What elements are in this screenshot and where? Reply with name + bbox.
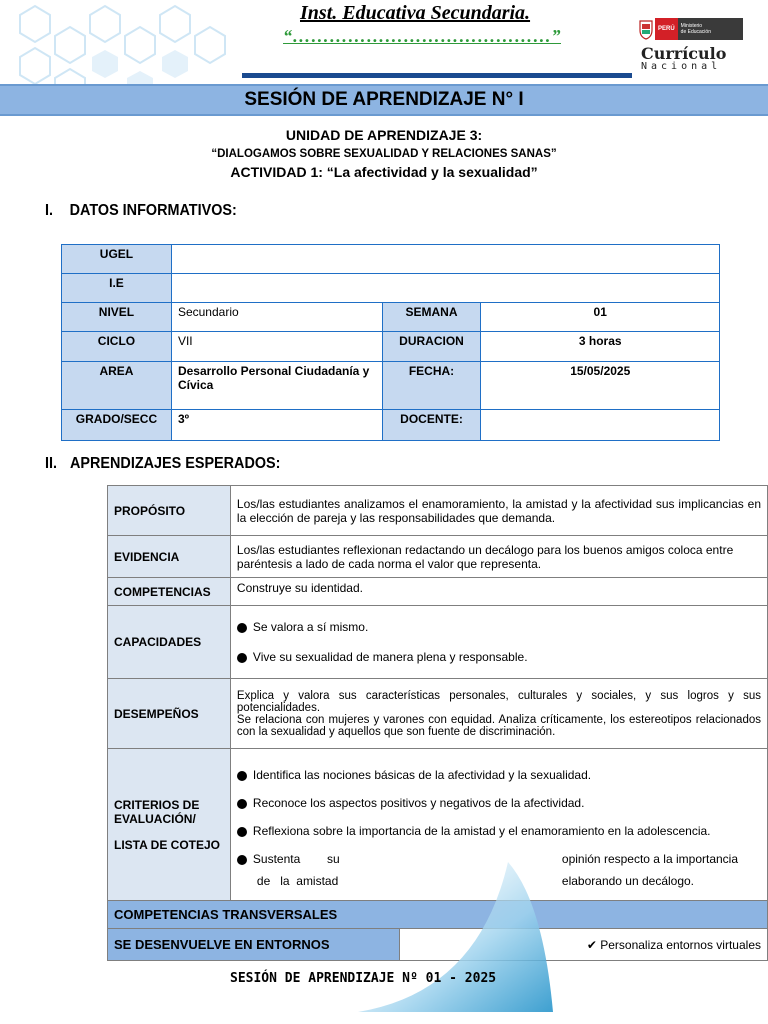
header-divider: [242, 73, 632, 78]
criterio-1: Identifica las nociones básicas de la afectividad y la sexualidad.: [252, 767, 592, 782]
unit-title: UNIDAD DE APRENDIZAJE 3:: [285, 127, 483, 143]
ie-value: [171, 274, 719, 303]
bullet-icon: [237, 799, 247, 809]
peru-shield-icon: [638, 18, 654, 40]
semana-label: SEMANA: [382, 303, 481, 332]
table-row: [62, 332, 720, 362]
list-item: [237, 768, 761, 782]
table-row: [62, 410, 720, 441]
ciclo-value: VII: [171, 332, 382, 362]
list-item: [237, 796, 761, 810]
table-row: [62, 274, 720, 303]
nacional-logo-text: Nacional: [641, 61, 722, 72]
grado-value: 3º: [171, 410, 382, 441]
desempeno-1: Explica y valora sus características personales, culturales y sociales, y sus logros y sus potencialidades.: [236, 689, 761, 714]
ciclo-label: CICLO: [62, 332, 172, 362]
criterio-4-part-c: de la amistad: [256, 873, 339, 888]
nivel-value: Secundario: [171, 303, 382, 332]
area-label: AREA: [62, 362, 172, 410]
competencias-label: COMPETENCIAS: [108, 578, 231, 606]
list-item: [237, 824, 761, 838]
desempenos-label: DESEMPEÑOS: [108, 679, 231, 749]
entornos-label: SE DESENVUELVE EN ENTORNOS: [108, 929, 400, 961]
table-row: [108, 486, 768, 536]
unit-subtitle: “DIALOGAMOS SOBRE SEXUALIDAD Y RELACIONES SANAS”: [211, 148, 557, 160]
bullet-icon: [237, 771, 247, 781]
capacidades-list: [230, 606, 767, 679]
ie-label: I.E: [62, 274, 172, 303]
bullet-icon: [237, 855, 247, 865]
capacidad-2: Vive su sexualidad de manera plena y responsable.: [252, 650, 528, 664]
fecha-value: 15/05/2025: [481, 362, 720, 410]
section-1-heading: [45, 202, 237, 220]
table-row: [108, 606, 768, 679]
footer-session-label: SESIÓN DE APRENDIZAJE Nº 01 - 2025: [230, 971, 497, 986]
bullet-icon: [237, 623, 247, 633]
bullet-icon: [237, 827, 247, 837]
criterio-4-part-a: Sustenta su: [252, 851, 340, 866]
capacidades-label: CAPACIDADES: [108, 606, 231, 679]
section-2-heading: [45, 455, 280, 473]
criterio-4-part-d: elaborando un decálogo.: [561, 873, 695, 888]
desempeno-2: Se relaciona con mujeres y varones con equidad. Analiza críticamente, los estereotipos relacionados con la sexualidad y aquellos que son fuente de discriminación.: [236, 713, 761, 738]
table-row: [108, 536, 768, 578]
ministry-line2: de Educación: [680, 29, 711, 35]
criterios-label-line1: CRITERIOS DE EVALUACIÓN/: [114, 797, 200, 826]
table-row: [62, 362, 720, 410]
table-row: [108, 679, 768, 749]
ribbon-decoration: [358, 862, 553, 1012]
criterios-label-line2: LISTA DE COTEJO: [114, 837, 221, 852]
checkmark-icon: ✔: [586, 937, 597, 952]
docente-label: DOCENTE:: [382, 410, 481, 441]
school-name-blank: “……………………………………”: [283, 26, 561, 46]
list-item: [237, 650, 761, 664]
entornos-text: Personaliza entornos virtuales: [600, 937, 761, 952]
ugel-value: [171, 245, 719, 274]
curriculo-logo-text: Currículo: [641, 44, 727, 63]
competencias-text: Construye su identidad.: [230, 578, 767, 606]
section-2-number: II.: [45, 455, 58, 472]
competencias-transversales-header: COMPETENCIAS TRANSVERSALES: [108, 901, 768, 929]
ministry-line1: Ministerio: [680, 23, 703, 29]
activity-title: ACTIVIDAD 1: “La afectividad y la sexualidad”: [230, 164, 538, 180]
bullet-icon: [237, 653, 247, 663]
table-row: [62, 303, 720, 332]
ministry-logo: [655, 18, 743, 40]
datos-informativos-table: [61, 244, 720, 441]
nivel-label: NIVEL: [62, 303, 172, 332]
criterio-2: Reconoce los aspectos positivos y negativos de la afectividad.: [252, 795, 585, 810]
semana-value: 01: [481, 303, 720, 332]
evidencia-text: Los/las estudiantes reflexionan redactando un decálogo para los buenos amigos coloca entre paréntesis a lado de cada norma el valor que representa.: [230, 536, 767, 578]
docente-value: [481, 410, 720, 441]
proposito-text: Los/las estudiantes analizamos el enamoramiento, la amistad y la afectividad sus implicancias en la elección de pareja y las responsabilidades que demanda.: [230, 486, 767, 536]
section-2-title: APRENDIZAJES ESPERADOS:: [70, 455, 281, 472]
desempenos-text: [230, 679, 767, 749]
grado-label: GRADO/SECC: [62, 410, 172, 441]
section-1-number: I.: [45, 202, 54, 219]
peru-label: PERÚ: [655, 18, 678, 40]
criterio-4-part-b: opinión respecto a la importancia: [561, 851, 739, 866]
evidencia-label: EVIDENCIA: [108, 536, 231, 578]
duracion-label: DURACION: [382, 332, 481, 362]
duracion-value: 3 horas: [481, 332, 720, 362]
ugel-label: UGEL: [62, 245, 172, 274]
area-value: Desarrollo Personal Ciudadanía y Cívica: [171, 362, 382, 410]
page-title: SESIÓN DE APRENDIZAJE N° I: [0, 84, 768, 116]
criterios-label: [108, 749, 231, 901]
criterio-3: Reflexiona sobre la importancia de la amistad y el enamoramiento en la adolescencia.: [252, 823, 711, 838]
criterio-4-right: [562, 852, 738, 888]
table-row: [62, 245, 720, 274]
ministry-label: [678, 23, 711, 35]
school-name: Inst. Educativa Secundaria.: [300, 2, 531, 24]
proposito-label: PROPÓSITO: [108, 486, 231, 536]
capacidad-1: Se valora a sí mismo.: [252, 620, 369, 634]
fecha-label: FECHA:: [382, 362, 481, 410]
section-1-title: DATOS INFORMATIVOS:: [69, 202, 237, 219]
table-row: [108, 578, 768, 606]
list-item: [237, 620, 761, 634]
